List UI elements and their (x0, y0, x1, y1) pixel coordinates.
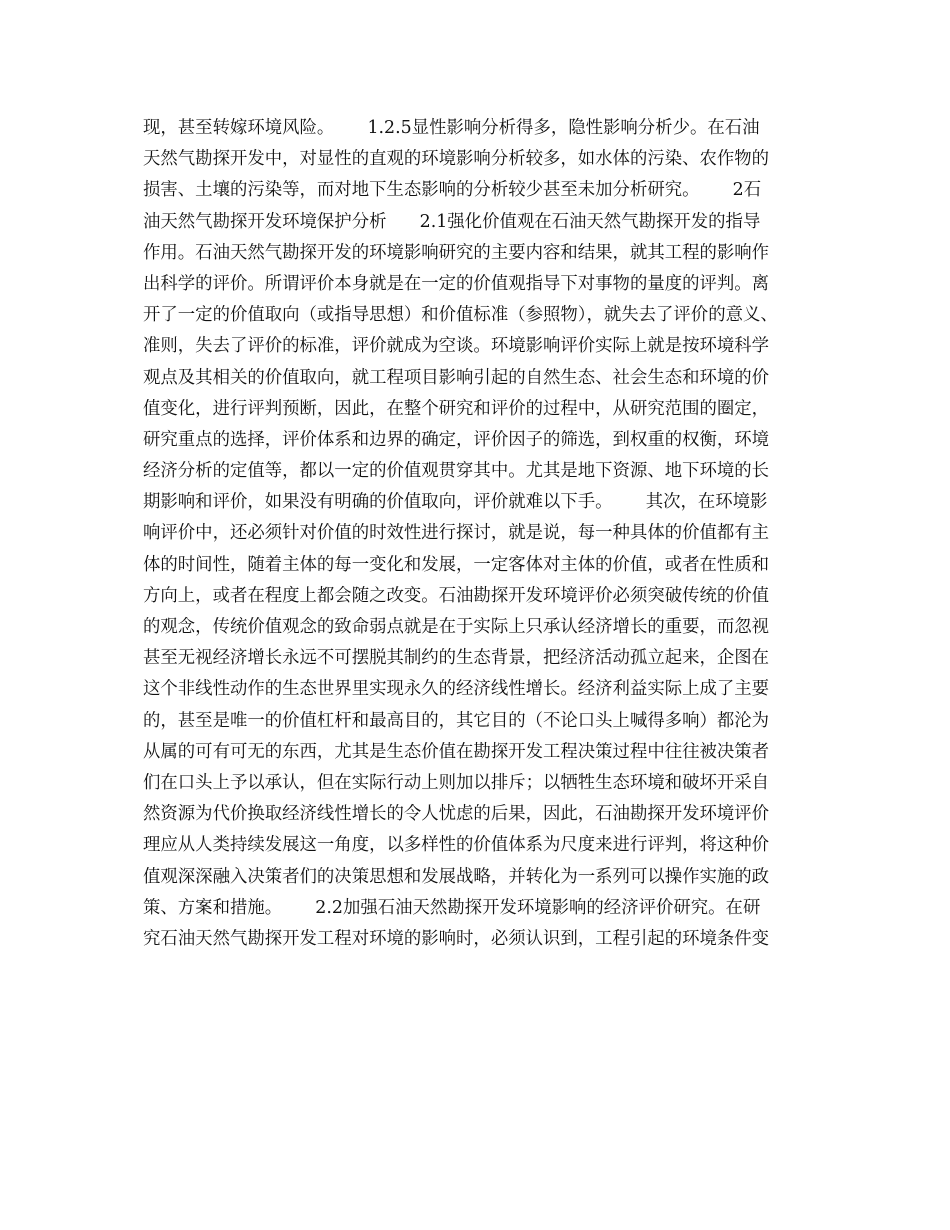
text-line-5: 作用。石油天然气勘探开发的环境影响研究的主要内容和结果，就其工程的影响作 (143, 242, 770, 263)
text-line-2: 天然气勘探开发中，对显性的直观的环境影响分析较多，如水体的污染、农作物的 (143, 149, 770, 170)
text-line-19: 这个非线性动作的生态世界里实现永久的经济线性增长。经济利益实际上成了主要 (143, 679, 770, 700)
text-line-11: 研究重点的选择，评价体系和边界的确定，评价因子的筛选，到权重的权衡，环境 (143, 429, 770, 450)
text-line-15: 体的时间性，随着主体的每一变化和发展，一定客体对主体的价值，或者在性质和 (143, 554, 770, 575)
body-text (143, 113, 823, 955)
text-line-21: 从属的可有可无的东西，尤其是生态价值在勘探开发工程决策过程中往往被决策者 (143, 741, 770, 762)
text-line-16: 方向上，或者在程度上都会随之改变。石油勘探开发环境评价必须突破传统的价值 (143, 585, 770, 606)
text-line-13: 期影响和评价，如果没有明确的价值取向，评价就难以下手。 其次，在环境影 (143, 492, 768, 513)
text-line-17: 的观念，传统价值观念的致命弱点就是在于实际上只承认经济增长的重要，而忽视 (143, 617, 770, 637)
text-line-8: 准则，失去了评价的标准，评价就成为空谈。环境影响评价实际上就是按环境科学 (143, 336, 770, 357)
text-line-27: 究石油天然气勘探开发工程对环境的影响时，必须认识到，工程引起的环境条件变 (143, 928, 770, 949)
text-line-24: 理应从人类持续发展这一角度，以多样性的价值体系为尺度来进行评判，将这种价 (143, 835, 770, 856)
text-line-26: 策、方案和措施。 2.2加强石油天然勘探开发环境影响的经济评价研究。在研 (143, 897, 761, 918)
text-line-22: 们在口头上予以承认，但在实际行动上则加以排斥；以牺牲生态环境和破坏开采自 (143, 772, 770, 793)
text-line-1: 现，甚至转嫁环境风险。 1.2.5显性影响分析得多，隐性影响分析少。在石油 (143, 118, 760, 138)
text-line-6: 出科学的评价。所谓评价本身就是在一定的价值观指导下对事物的量度的评判。离 (143, 273, 770, 294)
text-line-9: 观点及其相关的价值取向，就工程项目影响引起的自然生态、社会生态和环境的价 (143, 367, 770, 388)
text-line-20: 的，甚至是唯一的价值杠杆和最高目的，其它目的（不论口头上喊得多响）都沦为 (143, 710, 770, 731)
text-line-14: 响评价中，还必须针对价值的时效性进行探讨，就是说，每一种具体的价值都有主 (143, 523, 770, 544)
text-line-23: 然资源为代价换取经济线性增长的令人忧虑的后果，因此，石油勘探开发环境评价 (143, 804, 770, 825)
text-line-25: 值观深深融入决策者们的决策思想和发展战略，并转化为一系列可以操作实施的政 (143, 866, 770, 887)
text-line-4: 油天然气勘探开发环境保护分析 2.1强化价值观在石油天然气勘探开发的指导 (143, 211, 761, 232)
text-line-10: 值变化，进行评判预断，因此，在整个研究和评价的过程中，从研究范围的圈定， (143, 398, 770, 419)
text-line-18: 甚至无视经济增长永远不可摆脱其制约的生态背景，把经济活动孤立起来，企图在 (143, 648, 770, 669)
text-line-12: 经济分析的定值等，都以一定的价值观贯穿其中。尤其是地下资源、地下环境的长 (143, 461, 770, 482)
text-line-7: 开了一定的价值取向（或指导思想）和价值标准（参照物），就失去了评价的意义、 (143, 305, 778, 326)
text-line-3: 损害、土壤的污染等，而对地下生态影响的分析较少甚至未加分析研究。 2石 (143, 180, 762, 201)
